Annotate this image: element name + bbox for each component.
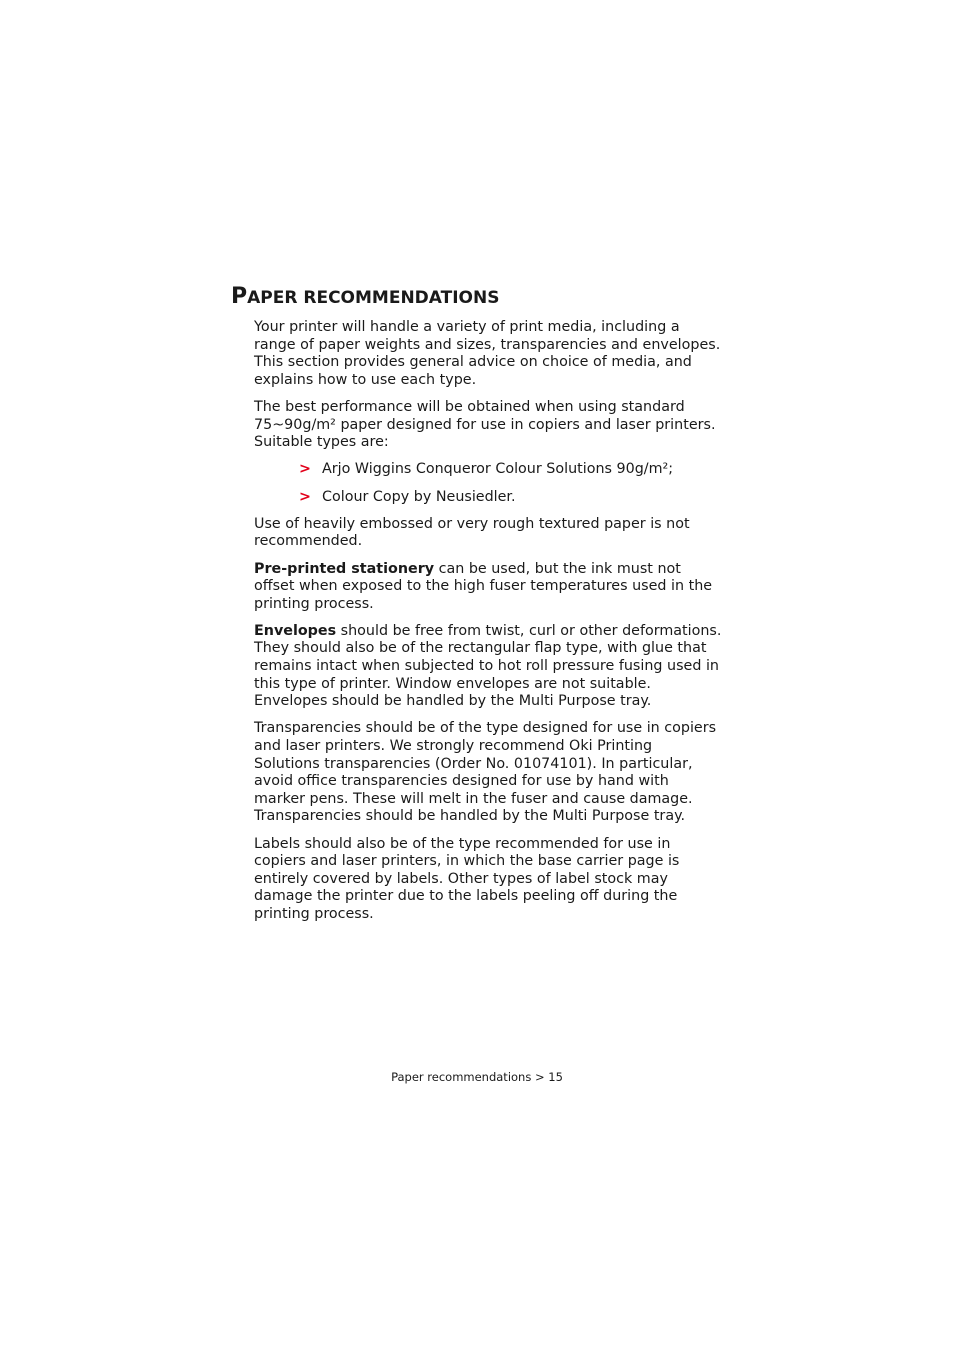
- labels-paragraph: Labels should also be of the type recommended for use in copiers and laser printers, in which the base carrier page is entirely covered by labels. Other types of label stock may damage the printer due to the labels peeling off during the printing process.: [254, 835, 680, 922]
- intro-paragraph: Your printer will handle a variety of print media, including a range of paper weights and sizes, transparencies and envelopes. This section provides general advice on choice of media, and explains how to use each type.: [254, 319, 721, 388]
- envelopes-text: should be free from twist, curl or other deformations. They should also be of the rectangular flap type, with glue that remains intact when subjected to hot roll pressure fusing used in this type of printer. Window envelopes are not suitable. Envelopes should be handled by the Multi Purpose tray.: [254, 622, 722, 710]
- list-item-text: Arjo Wiggins Conqueror Colour Solutions 90g/m²;: [322, 461, 674, 478]
- performance-paragraph: The best performance will be obtained when using standard 75~90g/m² paper designed for use in copiers and laser printers. Suitable types are:: [254, 398, 716, 451]
- heading-initial: P: [231, 284, 248, 309]
- list-item-text: Colour Copy by Neusiedler.: [322, 488, 516, 505]
- page-footer: Paper recommendations > 15: [391, 1070, 563, 1084]
- chevron-right-icon: >: [299, 461, 311, 478]
- preprinted-paragraph: [254, 561, 722, 614]
- chevron-right-icon: >: [299, 488, 311, 505]
- preprinted-text: can be used, but the ink must not offset when exposed to the high fuser temperatures used in the printing process.: [254, 560, 713, 612]
- suitable-types-list: [254, 461, 722, 506]
- section-heading: [231, 283, 499, 312]
- envelopes-paragraph: [254, 623, 722, 711]
- embossed-paragraph: Use of heavily embossed or very rough textured paper is not recommended.: [254, 515, 690, 550]
- section-body: [254, 319, 722, 933]
- preprinted-term: Pre-printed stationery: [254, 560, 435, 577]
- heading-rest: APER RECOMMENDATIONS: [247, 288, 500, 308]
- list-item: [254, 489, 722, 507]
- envelopes-term: Envelopes: [254, 622, 337, 639]
- list-item: [254, 461, 722, 479]
- transparencies-paragraph: Transparencies should be of the type designed for use in copiers and laser printers. We strongly recommend Oki Printing Solutions transparencies (Order No. 01074101). In particular, avoid office transparencies designed for use by hand with marker pens. These will melt in the fuser and cause damage. Transparencies should be handled by the Multi Purpose tray.: [254, 720, 717, 825]
